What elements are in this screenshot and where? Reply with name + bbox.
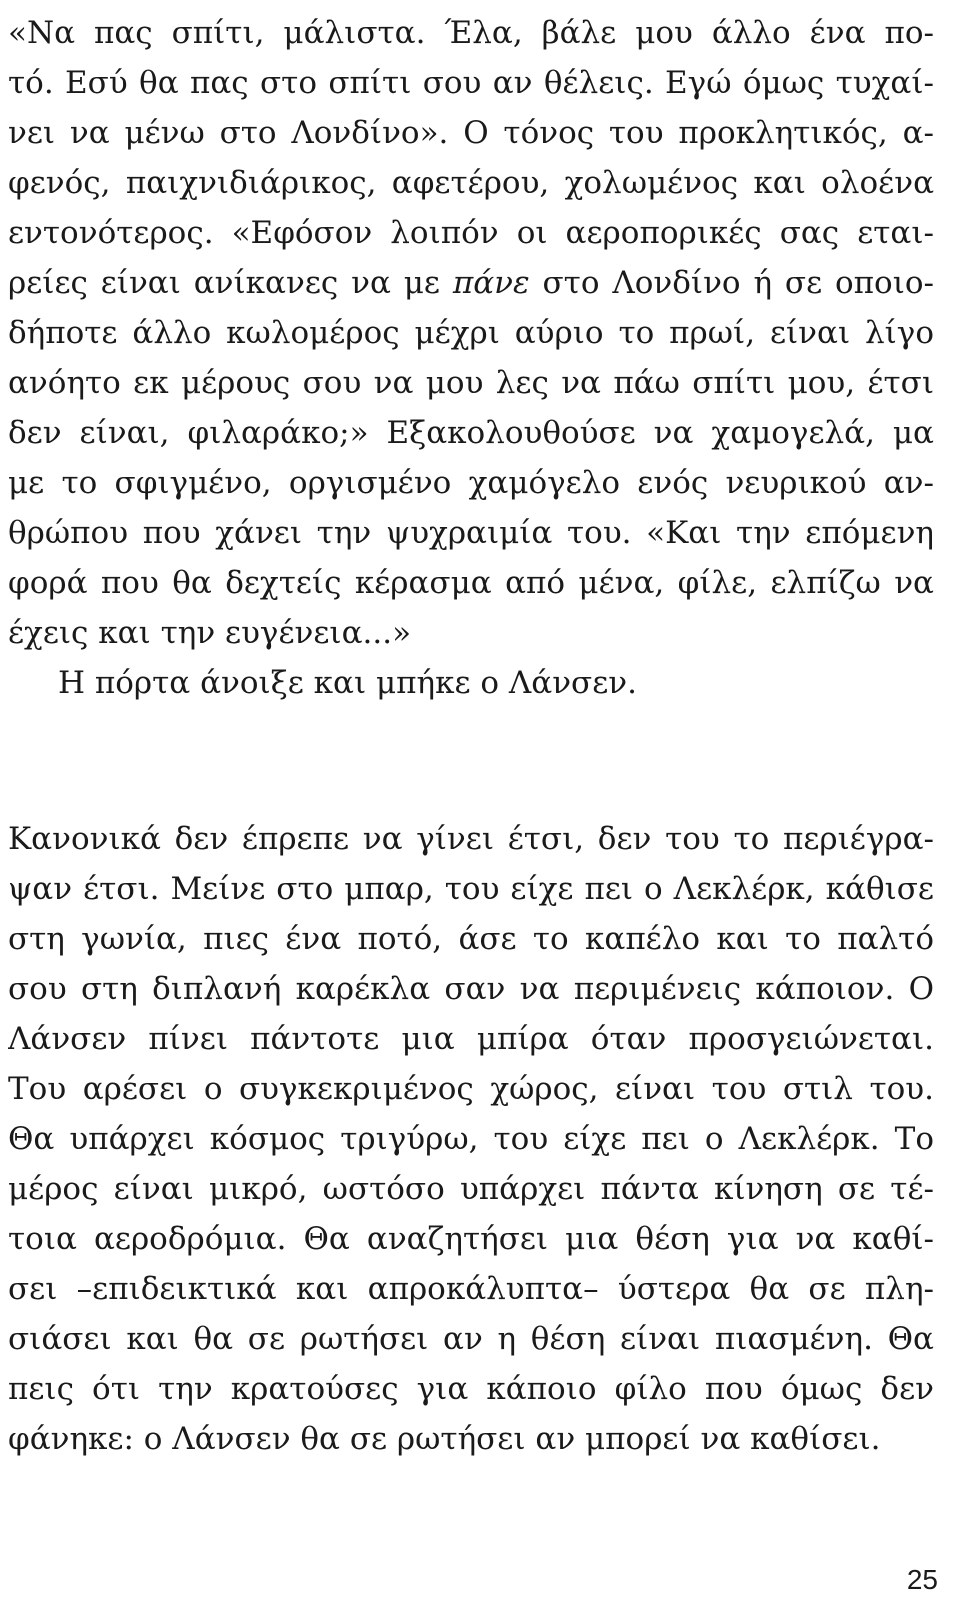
- text-line: «Να πας σπίτι, μάλιστα. Έλα, βάλε μου άλλο ένα πο-: [8, 15, 934, 51]
- text-line: σει –επιδεικτικά και απροκάλυπτα– ύστερα θα σε πλη-: [8, 1271, 934, 1307]
- text-segment: στο Λονδίνο ή σε οποιο-: [529, 265, 934, 301]
- text-line: μέρος είναι μικρό, ωστόσο υπάρχει πάντα κίνηση σε τέ-: [8, 1171, 934, 1207]
- text-line: Λάνσεν πίνει πάντοτε μια μπίρα όταν προσγειώνεται.: [8, 1021, 934, 1057]
- text-segment: ρείες είναι ανίκανες να με: [8, 265, 453, 301]
- text-line: με το σφιγμένο, οργισμένο χαμόγελο ενός νευρικού αν-: [8, 465, 934, 501]
- text-line: Κανονικά δεν έπρεπε να γίνει έτσι, δεν του το περιέγρα-: [8, 821, 934, 857]
- text-line: φενός, παιχνιδιάρικος, αφετέρου, χολωμένος και ολοένα: [8, 165, 934, 201]
- text-line: δεν είναι, φιλαράκο;» Εξακολουθούσε να χαμογελά, μα: [8, 415, 934, 451]
- text-line: πεις ότι την κρατούσες για κάποιο φίλο που όμως δεν: [8, 1371, 934, 1407]
- text-line: τοια αεροδρόμια. Θα αναζητήσει μια θέση για να καθί-: [8, 1221, 934, 1257]
- text-line: Του αρέσει ο συγκεκριμένος χώρος, είναι του στιλ του.: [8, 1071, 934, 1107]
- emphasized-word: πάνε: [452, 265, 530, 301]
- page-body-text: [8, 8, 934, 1464]
- text-line: σιάσει και θα σε ρωτήσει αν η θέση είναι πιασμένη. Θα: [8, 1321, 934, 1357]
- text-line: ανόητο εκ μέρους σου να μου λες να πάω σπίτι μου, έτσι: [8, 365, 934, 401]
- text-line: σου στη διπλανή καρέκλα σαν να περιμένεις κάποιον. Ο: [8, 971, 934, 1007]
- text-line: έχεις και την ευγένεια...»: [8, 615, 412, 651]
- page-number: 25: [906, 1564, 938, 1595]
- text-line: φάνηκε: ο Λάνσεν θα σε ρωτήσει αν μπορεί να καθίσει.: [8, 1421, 881, 1457]
- text-line: εντονότερος. «Εφόσον λοιπόν οι αεροπορικές σας εται-: [8, 215, 934, 251]
- text-line: φορά που θα δεχτείς κέρασμα από μένα, φίλε, ελπίζω να: [8, 565, 934, 601]
- section-break: [8, 708, 934, 814]
- text-line-with-emphasis: [8, 258, 934, 308]
- text-line: τό. Εσύ θα πας στο σπίτι σου αν θέλεις. Εγώ όμως τυχαί-: [8, 65, 934, 101]
- text-line: Θα υπάρχει κόσμος τριγύρω, του είχε πει ο Λεκλέρκ. Το: [8, 1121, 934, 1157]
- text-line: στη γωνία, πιες ένα ποτό, άσε το καπέλο και το παλτό: [8, 921, 934, 957]
- text-line: νει να μένω στο Λονδίνο». Ο τόνος του προκλητικός, α-: [8, 115, 934, 151]
- text-line: θρώπου που χάνει την ψυχραιμία του. «Και την επόμενη: [8, 515, 934, 551]
- paragraph-line: Η πόρτα άνοιξε και μπήκε ο Λάνσεν.: [58, 665, 637, 701]
- text-line: δήποτε άλλο κωλομέρος μέχρι αύριο το πρωί, είναι λίγο: [8, 315, 934, 351]
- text-line: ψαν έτσι. Μείνε στο μπαρ, του είχε πει ο Λεκλέρκ, κάθισε: [8, 871, 934, 907]
